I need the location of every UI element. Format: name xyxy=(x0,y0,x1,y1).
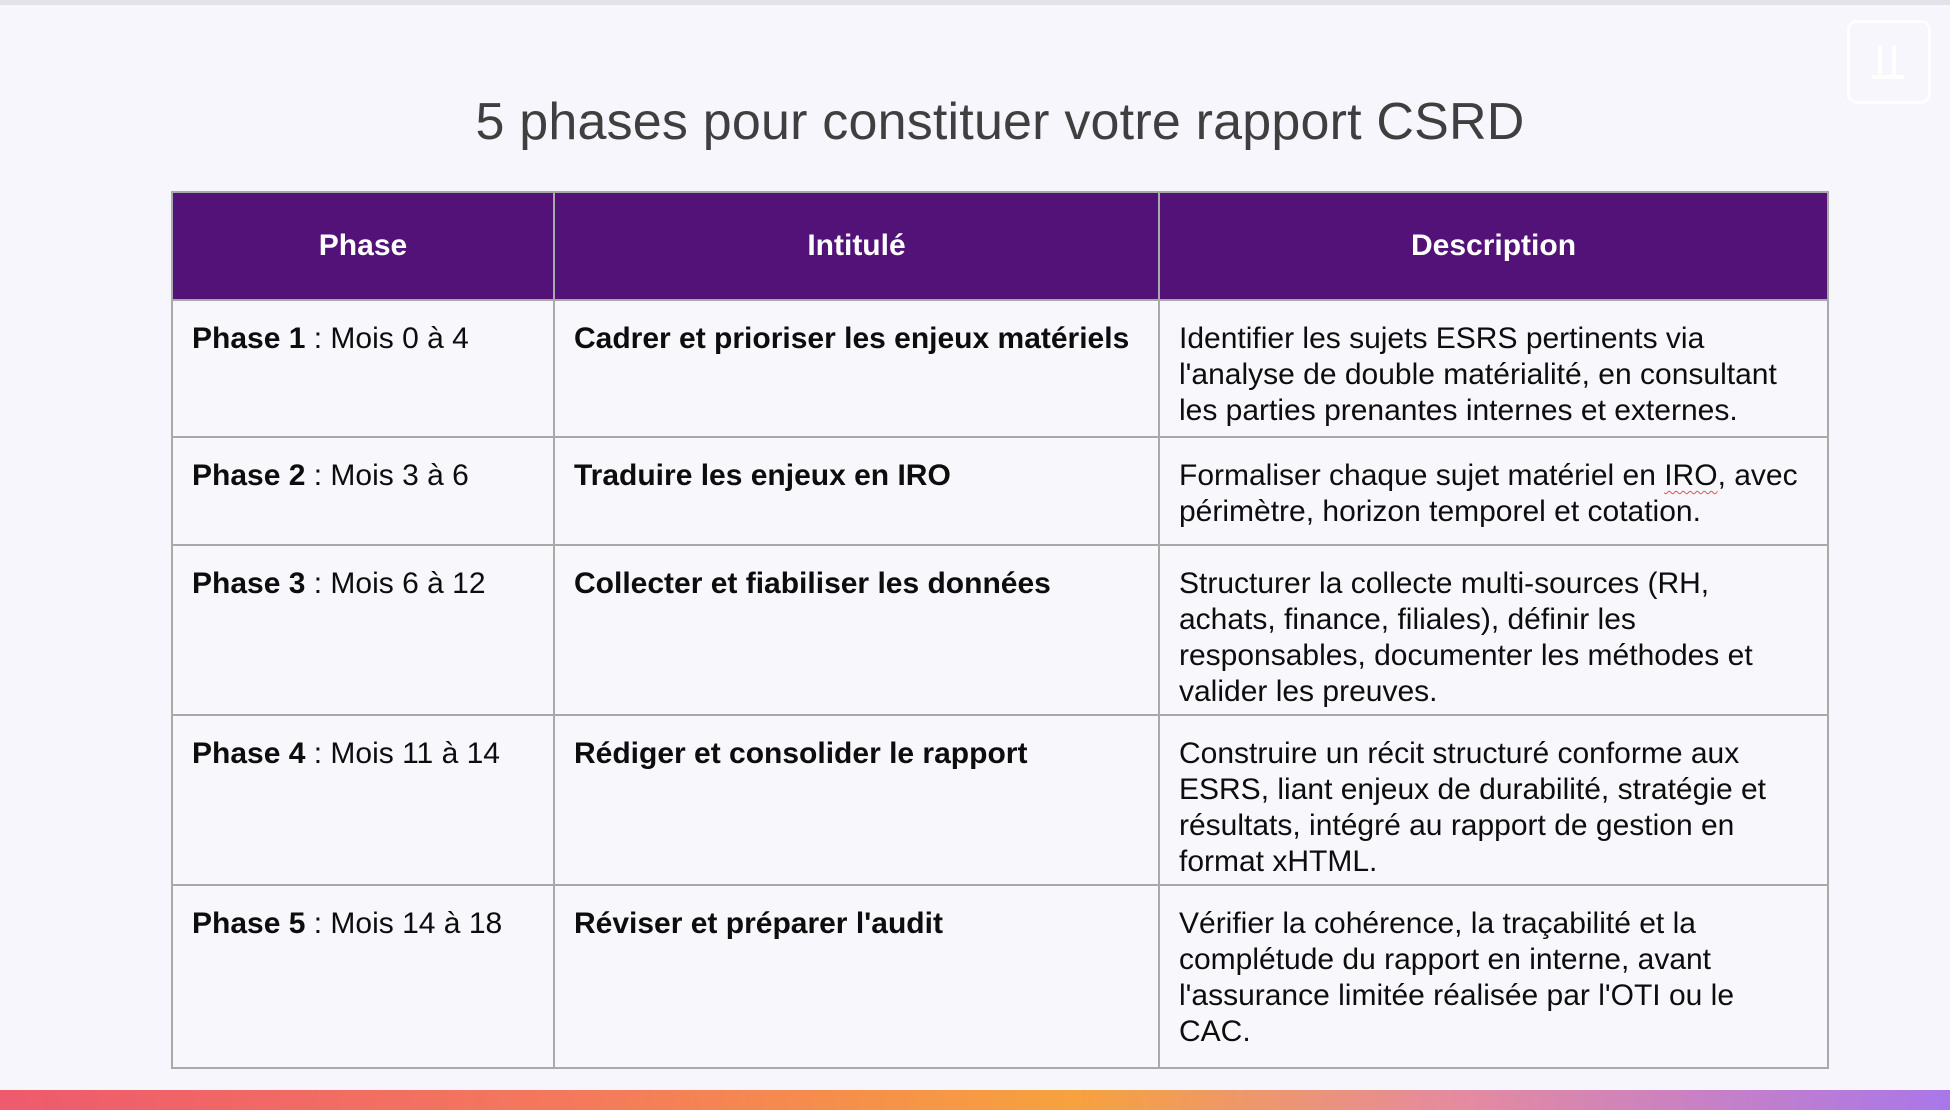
phase-cell xyxy=(172,885,554,1068)
phase-description: Structurer la collecte multi-sources (RH, achats, finance, filiales), définir les responsables, documenter les méthodes et valider les preuves. xyxy=(1159,545,1828,715)
description-text: , avec périmètre, horizon temporel et cotation. xyxy=(1179,459,1798,528)
phase-period: : Mois 0 à 4 xyxy=(305,322,469,355)
header-intitule: Intitulé xyxy=(554,192,1159,300)
header-phase: Phase xyxy=(172,192,554,300)
table-row xyxy=(172,885,1828,1068)
phase-title: Réviser et préparer l'audit xyxy=(554,885,1159,1068)
spellcheck-flagged-word[interactable]: IRO xyxy=(1664,459,1718,492)
table-header-row xyxy=(172,192,1828,300)
table-row xyxy=(172,300,1828,437)
table-row xyxy=(172,715,1828,885)
phase-title: Cadrer et prioriser les enjeux matériels xyxy=(554,300,1159,437)
table-row xyxy=(172,437,1828,545)
phase-cell xyxy=(172,300,554,437)
description-text: Formaliser chaque sujet matériel en xyxy=(1179,459,1665,492)
phase-description: Vérifier la cohérence, la traçabilité et la complétude du rapport en interne, avant l'assurance limitée réalisée par l'OTI ou le CAC. xyxy=(1159,885,1828,1068)
phase-label: Phase 1 xyxy=(192,322,306,355)
phase-label: Phase 2 xyxy=(192,459,306,492)
table-row xyxy=(172,545,1828,715)
phase-label: Phase 5 xyxy=(192,907,306,940)
phase-label: Phase 3 xyxy=(192,567,306,600)
phase-period: : Mois 3 à 6 xyxy=(305,459,469,492)
phase-period: : Mois 6 à 12 xyxy=(305,567,486,600)
header-description: Description xyxy=(1159,192,1828,300)
gradient-footer-bar xyxy=(0,1090,1950,1110)
phase-label: Phase 4 xyxy=(192,737,306,770)
phase-title: Collecter et fiabiliser les données xyxy=(554,545,1159,715)
phase-cell xyxy=(172,437,554,545)
phase-period: : Mois 11 à 14 xyxy=(305,737,500,770)
phase-cell xyxy=(172,715,554,885)
phase-title: Rédiger et consolider le rapport xyxy=(554,715,1159,885)
phase-description: Construire un récit structuré conforme aux ESRS, liant enjeux de durabilité, stratégie et résultats, intégré au rapport de gestion en format xHTML. xyxy=(1159,715,1828,885)
phases-table xyxy=(171,191,1829,1069)
phase-description xyxy=(1159,437,1828,545)
slide-title: 5 phases pour constituer votre rapport CSRD xyxy=(475,93,1525,151)
phase-period: : Mois 14 à 18 xyxy=(305,907,503,940)
top-divider xyxy=(0,0,1950,5)
phase-cell xyxy=(172,545,554,715)
phase-title: Traduire les enjeux en IRO xyxy=(554,437,1159,545)
phase-description: Identifier les sujets ESRS pertinents via l'analyse de double matérialité, en consultant les parties prenantes internes et externes. xyxy=(1159,300,1828,437)
